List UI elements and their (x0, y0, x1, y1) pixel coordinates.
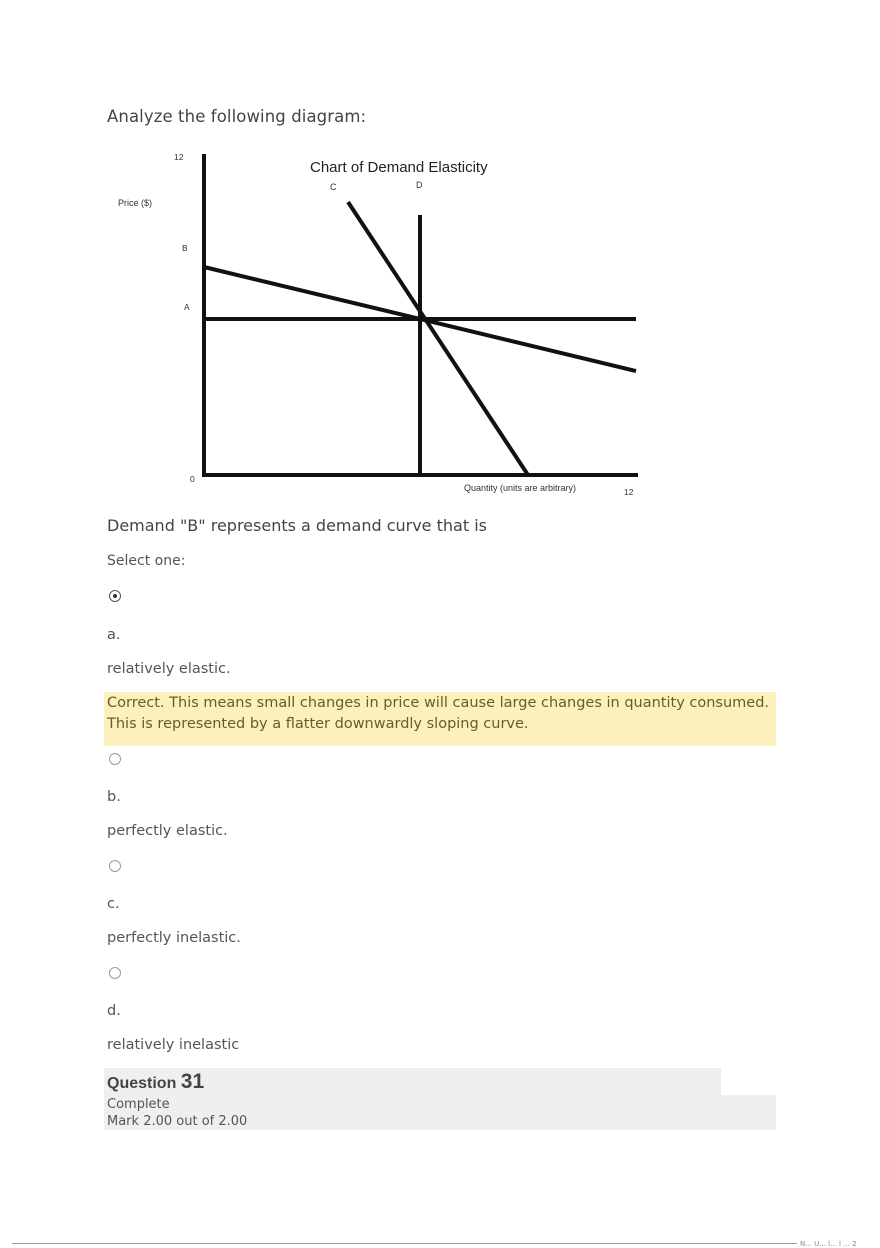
demand-elasticity-chart (110, 146, 650, 506)
chart-title: Chart of Demand Elasticity (310, 159, 488, 176)
option-b-radio[interactable] (109, 753, 121, 765)
series-label-d: D (416, 180, 423, 190)
y-axis-label: Price ($) (118, 198, 153, 208)
x-axis-label: Quantity (units are arbitrary) (464, 483, 577, 493)
select-one-label: Select one: (107, 553, 186, 569)
y-tick-label: 0 (190, 474, 195, 484)
question-number (107, 1070, 204, 1094)
question-number-value: 31 (180, 1070, 205, 1093)
option-a-radio[interactable] (109, 590, 121, 602)
footer-divider (12, 1243, 797, 1244)
option-a-letter: a. (107, 627, 121, 643)
question-text: Demand "B" represents a demand curve that is (107, 516, 487, 535)
x-tick-label: 12 (624, 487, 634, 497)
question-label: Question (107, 1075, 177, 1092)
footer-text: N... U... l... l ... 2 (800, 1240, 857, 1248)
question-state: Complete (107, 1097, 170, 1112)
question-grade: Mark 2.00 out of 2.00 (107, 1114, 248, 1129)
option-c-text[interactable]: perfectly inelastic. (107, 930, 241, 946)
question-prompt: Analyze the following diagram: (107, 107, 367, 126)
option-d-radio[interactable] (109, 967, 121, 979)
option-c-radio[interactable] (109, 860, 121, 872)
y-tick-label: A (184, 302, 190, 312)
y-tick-label: 12 (174, 152, 184, 162)
option-d-letter: d. (107, 1003, 121, 1019)
option-a-text[interactable]: relatively elastic. (107, 661, 231, 677)
option-b-text[interactable]: perfectly elastic. (107, 823, 228, 839)
option-b-letter: b. (107, 789, 121, 805)
option-a-feedback: Correct. This means small changes in price will cause large changes in quantity consumed. This is represented by a flatter downwardly sloping curve. (104, 692, 776, 746)
series-label-c: C (330, 182, 337, 192)
option-d-text[interactable]: relatively inelastic (107, 1037, 240, 1053)
option-c-letter: c. (107, 896, 120, 912)
y-tick-label: B (182, 243, 188, 253)
